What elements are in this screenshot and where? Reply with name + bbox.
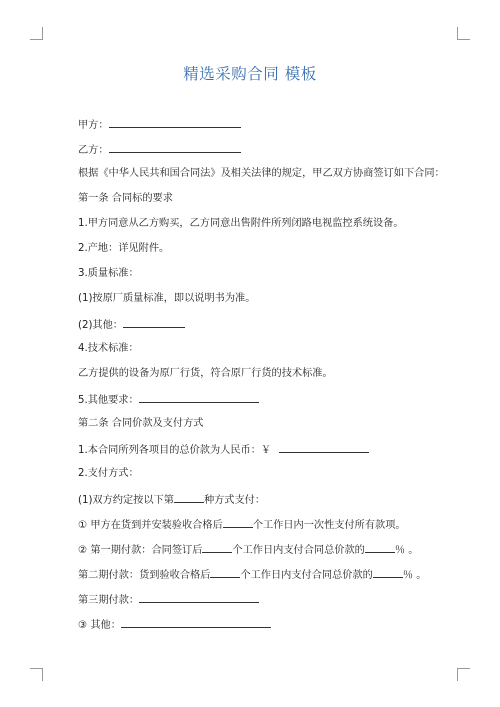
page-corner-mark-top-right — [457, 27, 470, 40]
page-corner-mark-bottom-left — [30, 668, 43, 681]
total-price-blank — [279, 442, 369, 453]
party-a-line — [78, 117, 241, 133]
payment-phase-3-line — [78, 592, 259, 608]
payment-choice-text-b: 种方式支付： — [203, 495, 266, 506]
other-quality-blank — [123, 317, 185, 328]
article-1-item-3-1: (1)按原厂质量标准，即以说明书为准。 — [78, 293, 256, 304]
payment-option-2-text-b: 个工作日内支付合同总价款的 — [232, 545, 365, 556]
party-b-blank — [109, 142, 241, 153]
article-1-item-2: 2.产地：详见附件。 — [78, 243, 170, 254]
article-2-item-2: 2.支付方式： — [78, 468, 139, 479]
article-1-heading: 第一条 合同标的要求 — [78, 193, 173, 204]
article-1-item-5: 5.其他要求： — [78, 395, 139, 406]
phase-2-days-blank — [210, 567, 240, 578]
option-2-days-blank — [202, 542, 232, 553]
article-1-item-3-2-line — [78, 317, 185, 333]
payment-phase-2-line — [78, 567, 427, 583]
article-1-item-3: 3.质量标准： — [78, 268, 139, 279]
page-corner-mark-top-left — [30, 27, 43, 40]
payment-option-3-label: ③ 其他： — [78, 620, 121, 631]
payment-phase-3-label: 第三期付款： — [78, 595, 140, 606]
party-a-blank — [109, 117, 241, 128]
payment-option-1-text-a: ① 甲方在货到并安装验收合格后 — [78, 520, 223, 531]
payment-option-3-line — [78, 617, 271, 633]
payment-choice-blank — [174, 492, 204, 503]
payment-option-2-line — [78, 542, 419, 558]
payment-choice-text-a: (1)双方约定按以下第 — [78, 495, 174, 506]
phase-2-percent-blank — [373, 567, 403, 578]
article-1-item-4-text: 乙方提供的设备为原厂行货，符合原厂行货的技术标准。 — [78, 368, 333, 379]
party-a-label: 甲方： — [78, 120, 109, 131]
payment-option-2-text-a: ② 第一期付款：合同签订后 — [78, 545, 203, 556]
article-2-heading: 第二条 合同价款及支付方式 — [78, 418, 204, 429]
payment-choice-line — [78, 492, 265, 508]
article-1-item-3-2: (2)其他： — [78, 320, 123, 331]
page-corner-mark-bottom-right — [457, 668, 470, 681]
article-1-item-5-line — [78, 392, 259, 408]
article-1-item-4: 4.技术标准： — [78, 343, 139, 354]
party-b-label: 乙方： — [78, 145, 109, 156]
payment-phase-2-text-c: ％ 。 — [402, 570, 427, 581]
document-title: 精选采购合同 模板 — [183, 65, 317, 83]
party-b-line — [78, 142, 241, 158]
payment-option-1-line — [78, 517, 406, 533]
option-1-days-blank — [223, 517, 253, 528]
intro-paragraph: 根据《中华人民共和国合同法》及相关法律的规定，甲乙双方协商签订如下合同： — [78, 168, 445, 179]
payment-option-2-text-c: ％ 。 — [394, 545, 419, 556]
payment-phase-2-text-b: 个工作日内支付合同总价款的 — [240, 570, 373, 581]
other-requirements-blank — [139, 392, 259, 403]
option-3-blank — [121, 617, 271, 628]
article-1-item-1: 1.甲方同意从乙方购买，乙方同意出售附件所列闭路电视监控系统设备。 — [78, 218, 404, 229]
payment-option-1-text-b: 个工作日内一次性支付所有款项。 — [252, 520, 406, 531]
option-2-percent-blank — [365, 542, 395, 553]
phase-3-blank — [139, 592, 259, 603]
article-2-item-1: 1.本合同所列各项目的总价款为人民币：￥ — [78, 445, 272, 456]
payment-phase-2-text-a: 第二期付款：货到验收合格后 — [78, 570, 211, 581]
article-2-item-1-line — [78, 442, 369, 458]
